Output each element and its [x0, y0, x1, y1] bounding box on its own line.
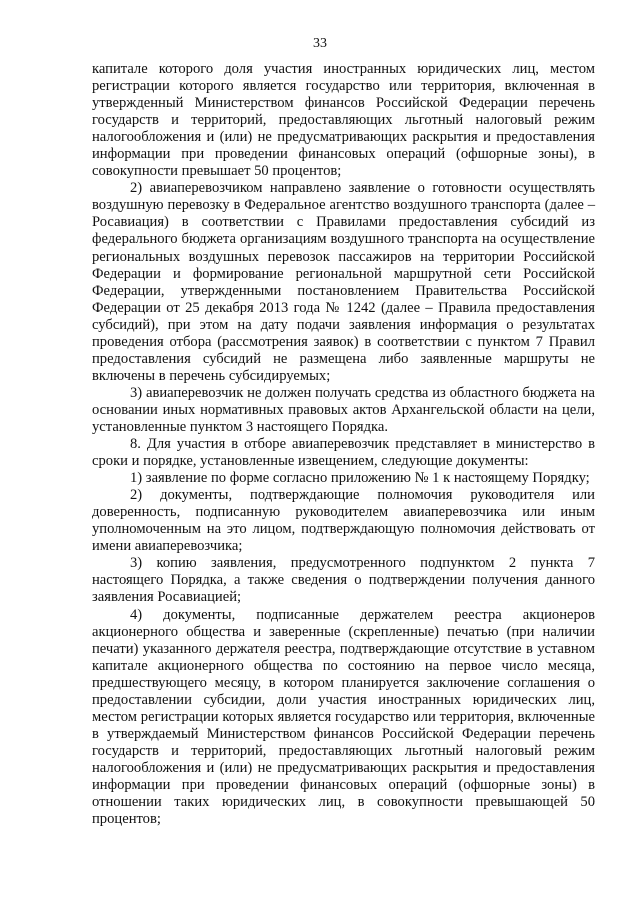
document-body	[92, 61, 595, 828]
paragraph-doc-3: 3) копию заявления, предусмотренного подпунктом 2 пункта 7 настоящего Порядка, а также сведения о подтверждении получения данного заявления Росавиацией;	[92, 555, 595, 606]
page-number: 33	[313, 36, 327, 51]
paragraph-doc-2: 2) документы, подтверждающие полномочия руководителя или доверенность, подписанную руководителем авиаперевозчика или иным уполномоченным на это лицом, подтверждающую полномочия действовать от имени авиаперевозчика;	[92, 487, 595, 555]
paragraph-continuation: капитале которого доля участия иностранных юридических лиц, местом регистрации которого является государство или территория, включенная в утвержденный Министерством финансов Российской Федерации перечень государств и территорий, предоставляющих льготный налоговый режим налогообложения и (или) не предусматривающих раскрытия и предоставления информации при проведении финансовых операций (офшорные зоны), в совокупности превышает 50 процентов;	[92, 61, 595, 180]
paragraph-item-2: 2) авиаперевозчиком направлено заявление о готовности осуществлять воздушную перевозку в Федеральное агентство воздушного транспорта (далее – Росавиация) в соответствии с Правилами предоставления субсидий из федерального бюджета организациям воздушного транспорта на осуществление региональных воздушных перевозок пассажиров на территории Российской Федерации и формирование региональной маршрутной сети Российской Федерации, утвержденными постановлением Правительства Российской Федерации от 25 декабря 2013 года № 1242 (далее – Правила предоставления субсидий), при этом на дату подачи заявления информация о результатах проведения отбора (рассмотрения заявок) в соответствии с пунктом 7 Правил предоставления субсидий не размещена либо заявленные маршруты не включены в перечень субсидируемых;	[92, 180, 595, 384]
paragraph-item-3: 3) авиаперевозчик не должен получать средства из областного бюджета на основании иных нормативных правовых актов Архангельской области на цели, установленные пунктом 3 настоящего Порядка.	[92, 384, 595, 435]
paragraph-doc-1: 1) заявление по форме согласно приложению № 1 к настоящему Порядку;	[130, 470, 590, 487]
paragraph-section-8: 8. Для участия в отборе авиаперевозчик представляет в министерство в сроки и порядке, установленные извещением, следующие документы:	[92, 436, 595, 470]
paragraph-doc-4: 4) документы, подписанные держателем реестра акционеров акционерного общества и заверенные (скрепленные) печатью (при наличии печати) указанного держателя реестра, подтверждающие отсутствие в уставном капитале акционерного общества по состоянию на первое число месяца, предшествующего месяцу, в котором планируется заключение соглашения о предоставлении субсидии, доли участия иностранных юридических лиц, местом регистрации которых является государство или территория, включенные в утверждаемый Министерством финансов Российской Федерации перечень государств и территорий, предоставляющих льготный налоговый режим налогообложения и (или) не предусматривающих раскрытия и предоставления информации при проведении финансовых операций (офшорные зоны) в отношении таких юридических лиц, в совокупности превышающей 50 процентов;	[92, 606, 595, 828]
